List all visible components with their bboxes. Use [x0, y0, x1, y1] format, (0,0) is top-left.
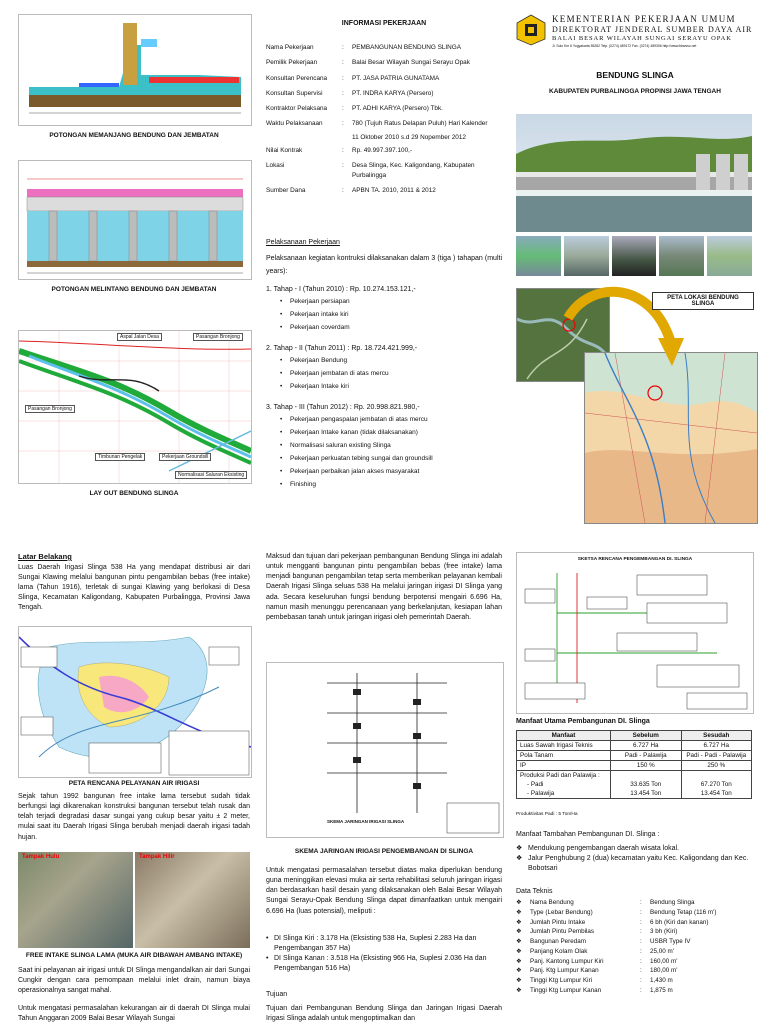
teknis-row: ❖ Type (Lebar Bendung) : Bendung Tetap (116 m'): [516, 908, 717, 916]
layout-label-bronjong-1: Pasangan Bronjong: [193, 333, 243, 341]
thumbnail-5: [707, 236, 752, 276]
info-value: PT. JASA PATRIA GUNATAMA: [352, 74, 440, 82]
info-key: Lokasi: [266, 162, 285, 170]
table-cell: Luas Sawah Irigasi Teknis: [517, 741, 611, 751]
list-item: • Pekerjaan Intake kiri: [290, 380, 502, 393]
info-colon: :: [342, 162, 344, 170]
teknis-row: ❖ Jumlah Pintu Pembilas : 3 bh (Kiri): [516, 928, 678, 936]
list-item: • Pekerjaan perkuatan tebing sungai dan groundsill: [290, 452, 502, 465]
table-cell: 6.727 Ha: [681, 741, 752, 751]
development-sketch: [516, 552, 754, 714]
info-value: PEMBANGUNAN BENDUNG SLINGA: [352, 44, 462, 51]
pelaksanaan-section: [266, 238, 502, 491]
info-colon: :: [342, 120, 344, 128]
table-row: [517, 741, 752, 751]
list-item: • Pekerjaan Intake kanan (tidak dilaksanakan): [290, 426, 502, 439]
scheme-inner-title: SKEMA JARINGAN IRIGASI SLINGA: [327, 819, 405, 824]
thumbnail-4: [659, 236, 704, 276]
tahap-3: 3. Tahap - III (Tahun 2012) : Rp. 20.998.821.980,-: [266, 404, 420, 412]
manfaat-header: Manfaat: [517, 731, 611, 741]
table-cell: 150 %: [611, 761, 682, 771]
teknis-row: ❖ Bangunan Peredam : USBR Type IV: [516, 938, 691, 945]
info-colon: :: [342, 105, 344, 113]
info-value: Desa Slinga, Kec. Kaligondang, Kabupaten Purbalingga: [352, 162, 475, 179]
table-row: [517, 751, 752, 761]
table-cell: Padi - Padi - Palawija: [681, 751, 752, 761]
manfaat-title: Manfaat Utama Pembangunan DI. Slinga: [516, 718, 650, 725]
intake-photos: [18, 852, 250, 948]
info-table: [266, 43, 502, 195]
list-item: ❖ Jalur Penghubung 2 (dua) kecamatan yaitu Kec. Kaligondang dan Kec. Bobotsari: [516, 854, 752, 874]
info-colon: :: [342, 44, 344, 51]
map-label: PETA LOKASI BENDUNG SLINGA: [652, 292, 754, 310]
info-key: Nama Pekerjaan: [266, 44, 314, 51]
teknis-row: ❖ Panj. Ktg Lumpur Kanan : 180,00 m': [516, 967, 678, 975]
tahap-2-list: [266, 354, 502, 393]
pelaksanaan-title: Pelaksanaan Pekerjaan: [266, 239, 340, 246]
list-item: ❖ Mendukung pengembangan daerah wisata lokal.: [516, 844, 752, 854]
manfaat-table: [516, 730, 752, 799]
layout-label-timbunan: Timbunan Pengelak: [95, 453, 145, 461]
palawija-label: - Palawija: [517, 789, 611, 799]
directorate-name: DIREKTORAT JENDERAL SUMBER DAYA AIR: [552, 25, 753, 34]
maksud-paragraph-1: Maksud dan tujuan dari pekerjaan pembangunan Bendung Slinga ini adalah untuk mengganti bangunan pintu pengambilan bebas (free intake) lama menjadi bangunan pengambilan tetap serta memberikan pelayanan kembali Daerah Irigasi Slinga seluas 538 Ha melalui jaringan irigasi DI Slinga yang ada. Secara keseluruhan fungsi bendung berpotensi mengairi 6.696 Ha, namun masih menunggu perencanaan yang berkelanjutan, kesiapan lahan pembebasan tanah untuk jaringan irigasi oleh pemerintah Daerah.: [266, 553, 502, 621]
thumbnail-1: [516, 236, 561, 276]
diamond-bullet-icon: ❖: [516, 947, 522, 955]
list-item: • Finishing: [290, 478, 502, 491]
photo-tag-downstream: Tampak Hilir: [139, 854, 175, 860]
tahap-3-list: [266, 413, 502, 491]
list-item: • Pekerjaan intake kiri: [290, 308, 502, 321]
table-cell: Padi - Palawija: [611, 751, 682, 761]
header: [514, 12, 756, 52]
teknis-row: ❖ Panj. Kantong Lumpur Kiri : 160,00 m': [516, 957, 678, 965]
diamond-bullet-icon: ❖: [516, 855, 523, 863]
productivity-note: Produktivitas Padi : 5 Ton/Ha: [516, 812, 578, 817]
thumbnail-strip: [516, 236, 752, 276]
diamond-bullet-icon: ❖: [516, 908, 522, 916]
fig4-caption: PETA RENCANA PELAYANAN AIR IRIGASI: [68, 780, 200, 787]
maksud-paragraph-2: Untuk mengatasi permasalahan tersebut diatas maka diperlukan bendung guna meninggikan elevasi muka air serta rehabilitasi seluruh jaringan irigasi dan berdasarkan hasil desain yang dilaksanakan oleh Balai Besar Wilayah Sungai Serayu-Opak Bendung Slinga dapat dimanfaatkan untuk mengairi 6.696 Ha (luas potensial), meliputi :: [266, 867, 502, 915]
layout-label-bronjong-2: Pasangan Bronjong: [25, 405, 75, 413]
fig5-caption: FREE INTAKE SLINGA LAMA (MUKA AIR DIBAWAH AMBANG INTAKE): [25, 952, 243, 959]
info-row: [266, 43, 502, 52]
teknis-title: Data Teknis: [516, 888, 553, 895]
info-row: [266, 186, 502, 195]
info-value: APBN TA. 2010, 2011 & 2012: [352, 186, 436, 194]
fig3-caption: LAY OUT BENDUNG SLINGA: [89, 490, 179, 497]
table-cell: 250 %: [681, 761, 752, 771]
longitudinal-section-figure: [18, 14, 252, 126]
list-item: • Pekerjaan perbaikan jalan akses masyarakat: [290, 465, 502, 478]
tahap-1-list: [266, 295, 502, 334]
sesudah-header: Sesudah: [681, 731, 752, 741]
thumbnail-2: [564, 236, 609, 276]
teknis-row: ❖ Tinggi Ktg Lumpur Kanan : 1,875 m: [516, 986, 673, 994]
latar-title: Latar Belakang: [18, 552, 72, 561]
info-row: [266, 89, 502, 98]
teknis-row: ❖ Jumlah Pintu Intake : 6 bh (Kiri dan kanan): [516, 918, 709, 926]
info-key: [266, 133, 342, 142]
info-colon: :: [342, 74, 344, 82]
list-item: • Pekerjaan pengaspalan jembatan di atas mercu: [290, 413, 502, 426]
info-value: PT. INDRA KARYA (Persero): [352, 89, 434, 97]
teknis-list: [516, 898, 752, 996]
slinga-kanan: DI Slinga Kanan : 3.518 Ha (Eksisting 966 Ha, Suplesi 2.036 Ha dan Pengembangan 516 Ha): [274, 955, 487, 973]
info-title: INFORMASI PEKERJAAN: [341, 20, 427, 27]
photo-tag-upstream: Tampak Hulu: [22, 854, 60, 860]
diamond-bullet-icon: ❖: [516, 899, 522, 906]
weir-photo: [516, 114, 752, 232]
palawija-before: 13.454 Ton: [611, 789, 682, 799]
info-row: [266, 74, 502, 83]
table-row: [517, 780, 752, 789]
diamond-bullet-icon: ❖: [516, 986, 522, 994]
latar-paragraph-3: Saat ini pelayanan air irigasi untuk DI Slinga mengandalkan air dari Sungai Cungkir dengan cara pemompaan melalui inlet drain, namun biaya operasionalnya sangat mahal.: [18, 967, 250, 995]
table-cell: IP: [517, 761, 611, 771]
table-row: [517, 761, 752, 771]
list-item: • Pekerjaan Bendung: [290, 354, 502, 367]
tahap-1: 1. Tahap - I (Tahun 2010) : Rp. 10.274.153.121,-: [266, 285, 416, 293]
fig1-caption: POTONGAN MEMANJANG BENDUNG DAN JEMBATAN: [49, 132, 219, 139]
prod-label: Produksi Padi dan Palawija :: [517, 771, 611, 781]
info-colon: :: [342, 59, 344, 67]
latar-section: [18, 552, 250, 614]
info-row: [266, 133, 502, 142]
intake-photo-upstream: [18, 852, 133, 948]
doc-title: BENDUNG SLINGA: [596, 70, 674, 80]
info-value: 11 Oktober 2010 s.d 29 Nopember 2012: [352, 133, 466, 141]
info-row: [266, 119, 502, 128]
info-value: Rp. 49.997.397.100,-: [352, 146, 413, 154]
info-key: Kontraktor Pelaksana: [266, 105, 328, 113]
ministry-name: KEMENTERIAN PEKERJAAN UMUM: [552, 14, 736, 24]
info-key: Konsultan Supervisi: [266, 89, 323, 97]
palawija-after: 13.454 Ton: [681, 789, 752, 799]
info-value: 780 (Tujuh Ratus Delapan Puluh) Hari Kalender: [352, 120, 488, 128]
teknis-row: ❖ Panjang Kolam Olak : 25,00 m': [516, 947, 674, 955]
info-key: Konsultan Perencana: [266, 74, 328, 82]
latar-paragraph-4: Untuk mengatasi permasalahan kekurangan air di daerah DI Slinga mulai Tahun Anggaran 2009 Balai Besar Wilayah Sungai: [18, 1005, 250, 1023]
maksud-list: • DI Slinga Kiri : 3.178 Ha (Eksisting 538 Ha, Suplesi 2.283 Ha dan Pengembangan 357 Ha) • DI Slinga Kanan : 3.518 Ha (Eksisting 966 Ha, Suplesi 2.036 Ha dan Pengembangan 516 Ha): [266, 934, 502, 975]
info-key: Nilai Kontrak: [266, 146, 303, 154]
service-plan-map: [18, 626, 252, 778]
teknis-row: ❖ Nama Bendung : Bendung Slinga: [516, 899, 695, 906]
balai-name: BALAI BESAR WILAYAH SUNGAI SERAYU OPAK: [552, 35, 732, 42]
intake-photo-downstream: [135, 852, 250, 948]
cross-section-figure: [18, 160, 252, 280]
layout-label-aspal: Aspal Jalan Desa: [117, 333, 162, 341]
teknis-row: ❖ Tinggi Ktg Lumpur Kiri : 1,430 m: [516, 977, 673, 984]
table-row: [517, 771, 752, 781]
list-item: • Pekerjaan coverdam: [290, 321, 502, 334]
info-key: Sumber Dana: [266, 186, 306, 194]
info-row: [266, 104, 502, 113]
info-row: [266, 146, 502, 155]
diamond-bullet-icon: ❖: [516, 957, 522, 965]
manfaat-tambahan: [516, 830, 752, 875]
doc-subtitle: KABUPATEN PURBALINGGA PROPINSI JAWA TENGAH: [549, 88, 721, 95]
tahap-2: 2. Tahap - II (Tahun 2011) : Rp. 18.724.421.999,-: [266, 344, 418, 352]
diamond-bullet-icon: ❖: [516, 845, 523, 853]
layout-label-normalisasi: Normalisasi Saluran Eksisting: [175, 471, 247, 479]
list-item: • Pekerjaan persiapan: [290, 295, 502, 308]
sebelum-header: Sebelum: [611, 731, 682, 741]
padi-after: 67.270 Ton: [681, 780, 752, 789]
info-key: Waktu Pelaksanaan: [266, 120, 323, 128]
diamond-bullet-icon: ❖: [516, 938, 522, 945]
tambahan-title: Manfaat Tambahan Pembangunan DI. Slinga :: [516, 831, 660, 838]
list-item: • Pekerjaan jembatan di atas mercu: [290, 367, 502, 380]
info-row: [266, 161, 502, 180]
diamond-bullet-icon: ❖: [516, 928, 522, 936]
slinga-kiri: DI Slinga Kiri : 3.178 Ha (Eksisting 538 Ha, Suplesi 2.283 Ha dan Pengembangan 357 Ha): [274, 935, 477, 953]
info-value: PT. ADHI KARYA (Persero) Tbk.: [352, 105, 443, 113]
info-colon: [342, 133, 352, 142]
info-section: [266, 20, 502, 201]
fig2-caption: POTONGAN MELINTANG BENDUNG DAN JEMBATAN: [51, 286, 217, 293]
tujuan-title: Tujuan: [266, 991, 288, 998]
latar-paragraph-2: Sejak tahun 1992 bangunan free intake lama tersebut sudah tidak berfungsi lagi dikarenakan konstruksi bangunan tersebut telah rusak dan telah terjadi degradasi dasar sungai yang cukup besar yaitu ± 2 meter, mulai saat itu Daerah Irigasi Slinga berubah menjadi daerah irigasi tadah hujan.: [18, 793, 250, 841]
info-colon: :: [342, 186, 344, 194]
diamond-bullet-icon: ❖: [516, 977, 522, 984]
fig6-caption: SKEMA JARINGAN IRIGASI PENGEMBANGAN DI SLINGA: [294, 848, 474, 855]
address: Jl. Solo Km 6 Yogyakarta 55282 Telp. (0274) 489172 Fax. (0274) 489306 http://www.bbwsso.net: [552, 44, 697, 48]
irrigation-scheme-figure: [266, 662, 504, 838]
info-value: Balai Besar Wilayah Sungai Serayu Opak: [352, 59, 470, 67]
table-row: [517, 789, 752, 799]
info-key: Pemilik Pekerjaan: [266, 59, 318, 67]
info-colon: :: [342, 89, 344, 97]
tujuan-paragraph: Tujuan dari Pembangunan Bendung Slinga dan Jaringan Irigasi Daerah Irigasi Slinga adalah untuk mengoptimalkan dan: [266, 1005, 502, 1023]
table-cell: 6.727 Ha: [611, 741, 682, 751]
sketch-title: SKETSA RENCANA PENGEMBANGAN DI. SLINGA: [577, 557, 693, 562]
pelaksanaan-intro: Pelaksanaan kegiatan kontruksi dilaksanakan dalam 3 (tiga ) tahapan (multi years):: [266, 255, 502, 276]
layout-figure: [18, 330, 252, 484]
layout-label-groundsill: Pekerjaan Groundsill: [159, 453, 211, 461]
padi-before: 33.635 Ton: [611, 780, 682, 789]
diamond-bullet-icon: ❖: [516, 918, 522, 926]
data-teknis: [516, 888, 752, 996]
pu-logo-icon: [516, 14, 546, 46]
thumbnail-3: [612, 236, 657, 276]
padi-label: - Padi: [517, 780, 611, 789]
info-row: [266, 58, 502, 67]
latar-paragraph-1: Luas Daerah Irigasi Slinga 538 Ha yang mendapat distribusi air dari Sungai Klawing melalui bangunan pintu pengambilan bebas (free intake) lama (Tahun 1916), terletak di sungai Klawing yang berlokasi di Desa Slinga, Kecamatan Kaligondang, Kabupaten Purbalingga, Provinsi Jawa Tengah.: [18, 563, 250, 612]
info-colon: :: [342, 146, 344, 154]
table-cell: Pola Tanam: [517, 751, 611, 761]
list-item: • Normalisasi saluran existing Slinga: [290, 439, 502, 452]
diamond-bullet-icon: ❖: [516, 967, 522, 975]
